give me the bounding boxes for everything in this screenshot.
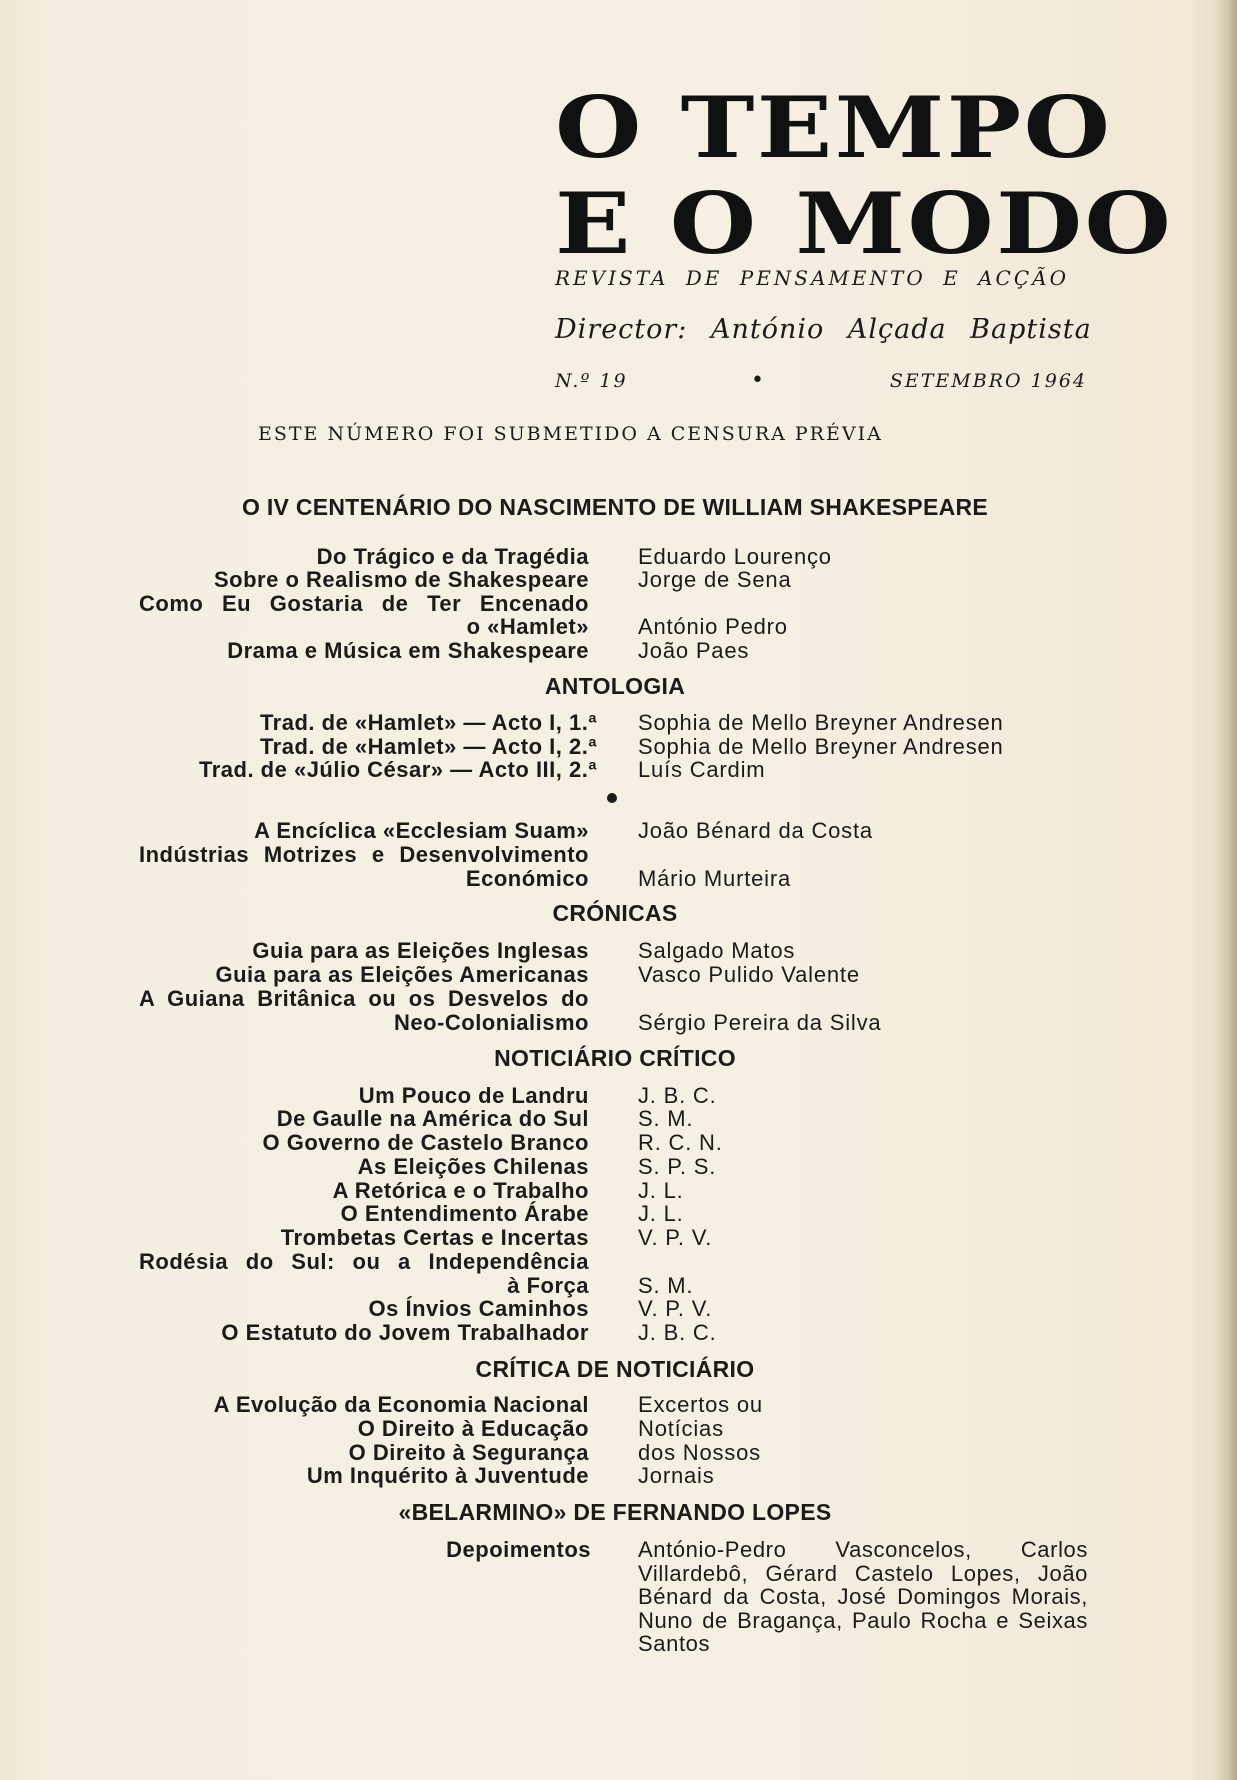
toc-author: Sérgio Pereira da Silva: [638, 1010, 882, 1035]
toc-author: Sophia de Mello Breyner Andresen: [638, 710, 1004, 735]
toc-title: De Gaulle na América do Sul: [276, 1106, 589, 1131]
toc-title: Trombetas Certas e Incertas: [280, 1225, 589, 1250]
section-heading-cronicas: CRÓNICAS: [552, 900, 678, 926]
toc-title: Guia para as Eleições Inglesas: [252, 938, 589, 963]
director-line: Director: António Alçada Baptista: [555, 314, 1092, 345]
toc-author: Luís Cardim: [638, 757, 766, 782]
masthead-line-1: O TEMPO: [555, 78, 1113, 177]
issue-separator-dot: •: [751, 368, 766, 393]
toc-author: Mário Murteira: [638, 866, 792, 891]
toc-title: A Evolução da Economia Nacional: [213, 1392, 589, 1417]
toc-author: Salgado Matos: [638, 938, 796, 963]
toc-author: Sophia de Mello Breyner Andresen: [638, 734, 1004, 759]
toc-author: Excertos ou: [638, 1392, 763, 1417]
section-separator-dot: [607, 793, 617, 803]
toc-title: A Retórica e o Trabalho: [332, 1178, 589, 1203]
toc-title: Um Inquérito à Juventude: [306, 1463, 589, 1488]
toc-title: Neo-Colonialismo: [393, 1010, 589, 1035]
toc-title: Trad. de «Júlio César» — Acto III, 2.ª: [198, 757, 597, 782]
toc-author: S. M.: [638, 1273, 694, 1298]
toc-title: Trad. de «Hamlet» — Acto I, 2.ª: [259, 734, 597, 759]
toc-title: Os Ínvios Caminhos: [368, 1296, 589, 1321]
toc-author: J. L.: [638, 1201, 684, 1226]
toc-title: Drama e Música em Shakespeare: [227, 638, 589, 663]
toc-author: dos Nossos: [638, 1440, 761, 1465]
toc-title: Guia para as Eleições Americanas: [215, 962, 589, 987]
toc-title: As Eleições Chilenas: [357, 1154, 589, 1179]
toc-author: Notícias: [638, 1416, 724, 1441]
toc-author: João Bénard da Costa: [638, 818, 873, 843]
toc-author: Vasco Pulido Valente: [638, 962, 860, 987]
section-heading-critica: CRÍTICA DE NOTICIÁRIO: [475, 1356, 755, 1382]
toc-author: V. P. V.: [638, 1296, 713, 1321]
toc-author: S. P. S.: [638, 1154, 717, 1179]
subtitle: REVISTA DE PENSAMENTO E ACÇÃO: [555, 266, 1069, 290]
section-heading-antologia: ANTOLOGIA: [544, 673, 686, 699]
toc-author: J. B. C.: [638, 1083, 717, 1108]
toc-title: A Guiana Britânica ou os Desvelos do: [139, 986, 589, 1011]
toc-author: V. P. V.: [638, 1225, 713, 1250]
section-heading-shakespeare: O IV CENTENÁRIO DO NASCIMENTO DE WILLIAM SHAKESPEARE: [241, 494, 989, 520]
toc-author: Jorge de Sena: [638, 567, 792, 592]
toc-title: O Direito à Educação: [357, 1416, 589, 1441]
toc-title: Um Pouco de Landru: [358, 1083, 589, 1108]
masthead-line-2: E O MODO: [555, 174, 1174, 273]
toc-author: João Paes: [638, 638, 750, 663]
censorship-notice: ESTE NÚMERO FOI SUBMETIDO A CENSURA PRÉVIA: [258, 423, 883, 445]
toc-title: O Direito à Segurança: [348, 1440, 589, 1465]
toc-title: O Governo de Castelo Branco: [262, 1130, 589, 1155]
toc-author: António Pedro: [638, 614, 788, 639]
toc-author: J. L.: [638, 1178, 684, 1203]
toc-title: Indústrias Motrizes e Desenvolvimento: [139, 842, 589, 867]
section-heading-noticiario: NOTICIÁRIO CRÍTICO: [494, 1045, 736, 1071]
toc-title: Sobre o Realismo de Shakespeare: [214, 567, 589, 592]
toc-title: Trad. de «Hamlet» — Acto I, 1.ª: [259, 710, 597, 735]
toc-title: Do Trágico e da Tragédia: [316, 544, 589, 569]
toc-author: S. M.: [638, 1106, 694, 1131]
toc-title: Como Eu Gostaria de Ter Encenado: [139, 591, 589, 616]
toc-title: O Entendimento Árabe: [340, 1201, 589, 1226]
toc-title: A Encíclica «Ecclesiam Suam»: [254, 818, 589, 843]
toc-author: R. C. N.: [638, 1130, 723, 1155]
issue-date: SETEMBRO 1964: [889, 370, 1087, 392]
toc-title: O Estatuto do Jovem Trabalhador: [221, 1320, 589, 1345]
toc-title: Rodésia do Sul: ou a Independência: [139, 1249, 589, 1274]
toc-author: Eduardo Lourenço: [638, 544, 832, 569]
toc-title: o «Hamlet»: [466, 614, 589, 639]
belarmino-authors: António-Pedro Vasconcelos, Carlos Villardebô, Gérard Castelo Lopes, João Bénard da Costa, José Domingos Morais, Nuno de Bragança, Paulo Rocha e Seixas Santos: [638, 1537, 1088, 1656]
toc-title: à Força: [507, 1273, 589, 1298]
toc-title: Económico: [465, 866, 589, 891]
toc-title: Depoimentos: [446, 1537, 591, 1562]
toc-author: Jornais: [638, 1463, 715, 1488]
issue-number: N.º 19: [555, 370, 628, 392]
toc-author: J. B. C.: [638, 1320, 717, 1345]
section-heading-belarmino: «BELARMINO» DE FERNANDO LOPES: [398, 1499, 832, 1525]
